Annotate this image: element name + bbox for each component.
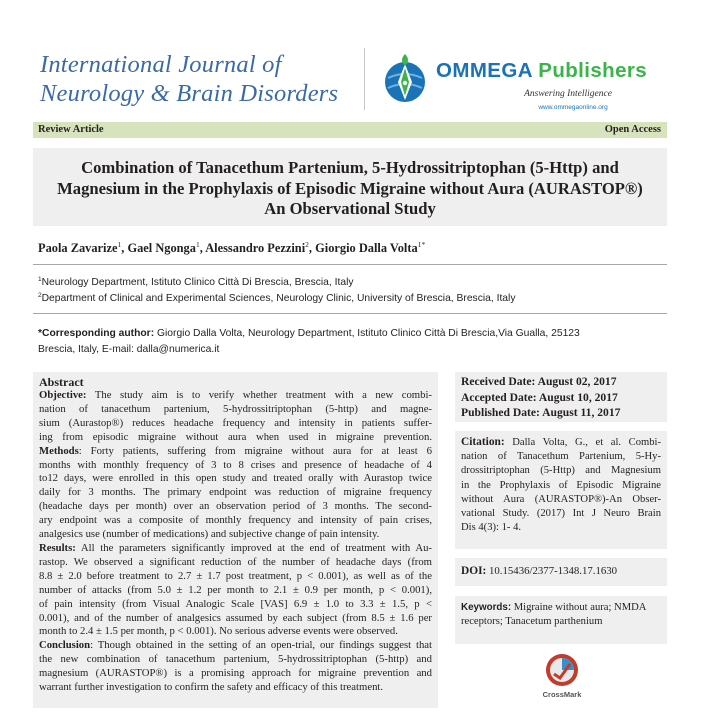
abstract-line: number of attacks (from 5.0 ± 1.2 per month to 2.1 ± 0.9 per month, p < 0.001), xyxy=(39,583,432,596)
title-line2: Magnesium in the Prophylaxis of Episodic Migraine without Aura (AURASTOP®) xyxy=(57,178,643,198)
author: Giorgio Dalla Volta$^{1*}$ xyxy=(315,240,426,255)
abstract-line: 8.8 ± 2.0 before treatment to 2.7 ± 1.7 post treatment, p < 0.001), as well as of the xyxy=(39,569,432,582)
doi xyxy=(455,558,667,586)
divider xyxy=(33,313,667,314)
abstract-line: daily for 3 months. The primary endpoint was reduction of migraine frequency xyxy=(39,486,432,499)
author: Alessandro Pezzini$^2$, xyxy=(205,240,316,255)
affiliation-1: $^1$Neurology Department, Istituto Clinico Città Di Brescia, Brescia, Italy xyxy=(38,276,354,288)
abstract xyxy=(33,372,438,708)
publisher-url[interactable]: www.ommegaonline.org xyxy=(538,104,608,111)
corresponding-label: *Corresponding author: xyxy=(38,328,155,339)
accepted-date: Accepted Date: August 10, 2017 xyxy=(461,390,618,404)
abstract-line: the new combination of tanacethum partenium, 5-hydrossitriptophan (5-http) and xyxy=(39,653,432,666)
title-line3: An Observational Study xyxy=(264,199,436,218)
abstract-line: Methods: Forty patients, suffering from migraine without aura for at least 6 xyxy=(39,444,432,457)
abstract-line: magnesium (AURASTOP®) is a promising approach for migraine prevention and xyxy=(39,667,432,680)
abstract-line: of pain intensity (from Visual Analogic Scale [VAS] 6.9 ± 1.0 to 3.3 ± 1.5, p < xyxy=(39,597,432,610)
crossmark-icon xyxy=(544,652,580,688)
citation-line: without Aura (AURASTOP®)-An Obser- xyxy=(461,493,661,505)
publisher-name-b: Publishers xyxy=(538,59,648,82)
abstract-body xyxy=(39,389,432,695)
doi-value[interactable]: 10.15436/2377-1348.17.1630 xyxy=(486,565,618,577)
author: Paola Zavarize$^1$, xyxy=(38,240,128,255)
journal-title xyxy=(40,50,350,108)
crossmark-label: CrossMark xyxy=(542,690,582,699)
crossmark-badge[interactable] xyxy=(534,652,590,702)
abstract-line: (headache days per month) over an observation period of 3 months. The second- xyxy=(39,500,432,513)
author-list xyxy=(38,240,425,256)
title-line1: Combination of Tanacethum Partenium, 5-Hydrossitriptophan (5-Http) and xyxy=(81,158,619,177)
abstract-line: rastop. We observed a significant reduction of the number of headache days (from xyxy=(39,555,432,568)
abstract-heading: Abstract xyxy=(39,375,84,389)
divider xyxy=(33,264,667,265)
keywords-label: Keywords: xyxy=(461,602,512,613)
abstract-line: ary endpoint was a composite of monthly frequency and intensity of pain crises, xyxy=(39,514,432,527)
keywords: Keywords: Migraine without aura; NMDA receptors; Tanacetum parthenium xyxy=(455,596,667,644)
abstract-line: 0.001), and of the number of analgesics assumed by each subject (from 8.5 ± 1.6 per xyxy=(39,611,432,624)
journal-title-line1: International Journal of xyxy=(40,51,282,78)
doi-label: DOI: xyxy=(461,565,487,577)
fountain-pen-globe-icon xyxy=(378,52,432,106)
citation xyxy=(455,431,667,549)
citation-line: vational Study. (2017) Int J Neuro Brain xyxy=(461,508,661,520)
article-type-band xyxy=(33,122,667,138)
article-type: Review Article xyxy=(38,124,104,135)
abstract-line: ing from episodic migraine without aura when used in migraine prevention. xyxy=(39,430,432,443)
citation-line: nation of Tanacethum Partenium, 5-Hy- xyxy=(461,451,661,463)
header-divider xyxy=(364,48,365,110)
citation-line: Citation: Dalla Volta, G., et al. Combi- xyxy=(461,436,661,448)
affiliation-2: $^2$Department of Clinical and Experimental Sciences, Neurology Clinic, University of Brescia, Brescia, Italy xyxy=(38,292,516,304)
abstract-line: warrant further investigation to confirm the safety and efficacy of this treatment. xyxy=(39,681,384,694)
received-date: Received Date: August 02, 2017 xyxy=(461,375,617,388)
abstract-line: months with monthly frequency of 3 to 8 crises and presence of headache of 4 xyxy=(39,458,432,471)
open-access-label: Open Access xyxy=(604,124,661,135)
abstract-line: nation of tanacethum partenium, 5-hydrossitriptophan (5-http) and magne- xyxy=(39,402,432,415)
citation-line: in the Prophylaxis of Episodic Migraine xyxy=(461,479,661,491)
journal-title-line2: Neurology & Brain Disorders xyxy=(40,80,339,107)
corresponding-author: *Corresponding author: Giorgio Dalla Volta, Neurology Department, Istituto Clinico Città Di Brescia,Via Gualla, 25123 Brescia, Italy, E-mail: dalla@numerica.it xyxy=(38,328,580,355)
abstract-line: Results: All the parameters significantly improved at the end of treatment with Au- xyxy=(39,541,432,554)
abstract-line: sium (Aurastop®) reduces headache frequency and intensity in patients suffer- xyxy=(39,416,432,429)
email-link[interactable]: dalla@numerica.it xyxy=(136,344,220,355)
published-date: Published Date: August 11, 2017 xyxy=(461,406,621,419)
abstract-line: analgesics use (number of medications) and subjective change of pain intensity. xyxy=(39,528,380,541)
dates xyxy=(455,372,667,422)
article-title xyxy=(33,148,667,226)
citation-line: Dis 4(3): 1- 4. xyxy=(461,522,522,534)
publisher-name-a: OMMEGA xyxy=(436,59,539,82)
publisher-name xyxy=(436,59,647,83)
abstract-line: month to 2.4 ± 1.5 per month, p < 0.001). No serious adverse events were observed. xyxy=(39,625,398,638)
abstract-line: Objective: The study aim is to verify whether treatment with a new combi- xyxy=(39,389,432,401)
publisher-logo[interactable] xyxy=(378,52,668,120)
publisher-tagline: Answering Intelligence xyxy=(524,89,612,99)
author: Gael Ngonga$^1$, xyxy=(127,240,206,255)
abstract-line: Conclusion: Though obtained in the setting of an open-trial, our findings suggest that xyxy=(39,639,432,652)
abstract-line: to12 days, were enrolled in this open study and treated orally with Aurastop twice xyxy=(39,472,432,485)
citation-line: drossitriptophan (5-Http) and Magnesium xyxy=(461,465,661,477)
